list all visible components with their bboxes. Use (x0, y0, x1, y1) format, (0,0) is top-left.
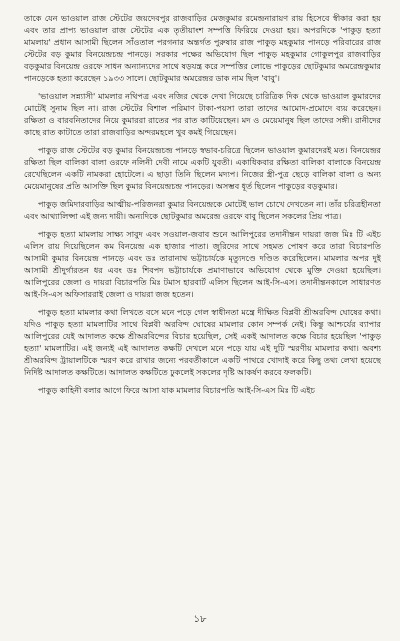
paragraph-5: পাকুড় হত্যা মামলায় সাক্ষ্য সাবুদ এবং সওয়াল-জবাব শুনে আলিপুরের তদানীন্তন দায়রা জজ মিঃ টি এইচ এলিস রায় দিয়েছিলেন কম বিনয়েন্দ্র এক হাজার পাতা। জুরিদের সাথে সহমত পোষণ করে তারা বিচারপতি আসামী কুমার বিনয়েন্দ্র পানড়ে এবং ডঃ তারানাথ ভট্টাচার্যকে মৃত্যুদণ্ডে দণ্ডিত করেছিলেন। মামলার অপর দুই আসামী শ্রীদুর্গারতন ধর এবং ডঃ শিবপদ ভট্টাচার্যকে প্রমাণাভাবে অভিযোগ থেকে মুক্তি দেওয়া হয়েছিল। আলিপুরের জেলা ও দায়রা বিচারপতি মিঃ টমাস হারবার্ট এলিস ছিলেন আই-সি-এস। তদানীন্তনকালে সাধারণত আই-সি-এস অফিসাররাই জেলা ও দায়রা জজ হতেন। (24, 229, 381, 299)
body-text (24, 12, 381, 616)
page-number: ১৮ (193, 614, 207, 625)
paragraph-6: পাকুড় হত্যা মামলার কথা লিখতে বসে মনে পড়ে গেল স্বাধীনতা মন্ত্রে দীক্ষিত বিপ্লবী শ্রীঅরবিন্দ ঘোষের কথা। যদিও পাকুড় হত্যা মামলাটির সাথে বিপ্লবী অরবিন্দ ঘোষের মামলার কোন সম্পর্ক নেই। কিন্তু আশ্চর্যের ব্যাপার আলিপুরের যেই আদালত কক্ষে শ্রীঅরবিন্দের বিচার হয়েছিল, সেই একই আদালত কক্ষে বিচার হয়েছিল 'পাকুড় হত্যা' মামলাটির। এই জন্যই এই আদালত কক্ষটি দেখলে মনে পড়ে যায় এই দুটি স্মরণীয় মামলার কথা। অবশ্য শ্রীঅরবিন্দ ট্রায়ালটিকে স্মরণ করে রাখার জন্যে পরবর্তীকালে একটি পাথরে খোদাই করে কিছু তথ্য লেখা হয়েছে নির্দিষ্ট আদালত কক্ষটিতে। আদালত কক্ষটিতে ঢুকলেই সকলের দৃষ্টি আকর্ষণ করবে ফলকটি। (24, 307, 381, 377)
paragraph-4: পাকুড় জমিদারবাড়ির আত্মীয়-পরিজনরা কুমার বিনয়েন্দ্রকে মোটেই ভাল চোখে দেখতেন না। তাঁর চরিত্রহীনতা এবং আথ্যালিপ্সা এই জন্য দায়ী। অন্যদিকে ছোটকুমার অমরেন্দ্র ওরফে বাবু ছিলেন সকলের প্রিয় পাত্র। (24, 199, 381, 221)
paragraph-7: পাকুড় কাহিনী বলার আগে ফিরে আসা যাক মামলার বিচারপতি আই-সি-এস মিঃ টি এইচ (38, 385, 316, 395)
paragraph-1: তাকে যেন ভাওয়াল রাজ স্টেটের জয়দেবপুর রাজবাড়ির মেজকুমার রমেন্দ্রনারায়ণ রায় হিসেবে স্বীকার করা হয় এবং তার প্রাপ্য ভাওয়াল রাজ স্টেটের এক তৃতীয়াংশ সম্পত্তি ফিরিয়ে দেওয়া হয়। অপরদিকে 'পাকুড় হত্যা মামলায়' প্রধান আসামী ছিলেন সাঁওতাল পরগনার অন্তর্গত পুরুষার রাজ পাকুড় মহকুমার পানড়ে পরিবারের রাজ স্টেটের বড় কুমার বিনয়েন্দ্রচন্দ্র পানড়ে। সরকার পক্ষের অভিযোগ ছিল পাকুড় মহকুমার গোকুলপুর রাজবাড়ির বড়কুমার বিনয়েন্দ্র ওরফে সাধন অন্যান্যদের সাথে ষড়যন্ত্র করে সম্পত্তির লোভে পাকুড়ের ছোটকুমার অমরেন্দ্রকুমার পানড়েকে হত্যা করেছেন ১৯৩৩ সালে। ছোটকুমার অমরেন্দ্রর ডাক নাম ছিল 'বাবু'। (24, 13, 381, 83)
paragraph-3: পাকুড় রাজ স্টেটের বড় কুমার বিনয়েন্দ্রচন্দ্র পানড়ে স্বভাব-চরিত্রে ছিলেন ভাওয়াল কুমারদেরই মত। বিনয়েন্দ্রর রক্ষিতা ছিল বালিকা বালা ওরফে নলিনী দেবী নামে একটি যুবতী। একাধিকবার রক্ষিতা বালিকা বালাকে বিনয়েন্দ্র রেখেছিলেন একটি নামকরা হোটেলে। এ ছাড়া তিনি ছিলেন মদ্যপ। নিজের স্ত্রী-পুত্র ছেড়ে বালিকা বালা ও অন্য মেয়েমানুষের প্রতি আসক্তি ছিল কুমার বিনয়েন্দ্রচন্দ্র পানড়ের। অসম্ভব ধূর্ত ছিলেন পাকুড়ের বড়কুমার। (24, 145, 381, 191)
paragraph-2: 'ভাওয়াল সন্ন্যাসী' মামলার নথিপত্র এবং নজির থেকে দেখা গিয়েছে চারিত্রিক দিক থেকে ভাওয়াল কুমারদের মোটেই সুনাম ছিল না। রাজ স্টেটের বিশাল পরিমাণ টাকা-পয়সা তারা তাদের আমোদ-প্রমোদে ব্যয় করেছেন। রক্ষিতা ও বারবনিতাদের নিয়ে কুমাররা রাতের পর রাত কাটিয়েছেন। মদ ও মেয়েমানুষ ছিল তাদের সঙ্গী। রানীদের কাছে রাত কাটাতে তারা রাজবাড়ির অন্দরমহলে খুব কমই গিয়েছেন। (24, 91, 381, 137)
